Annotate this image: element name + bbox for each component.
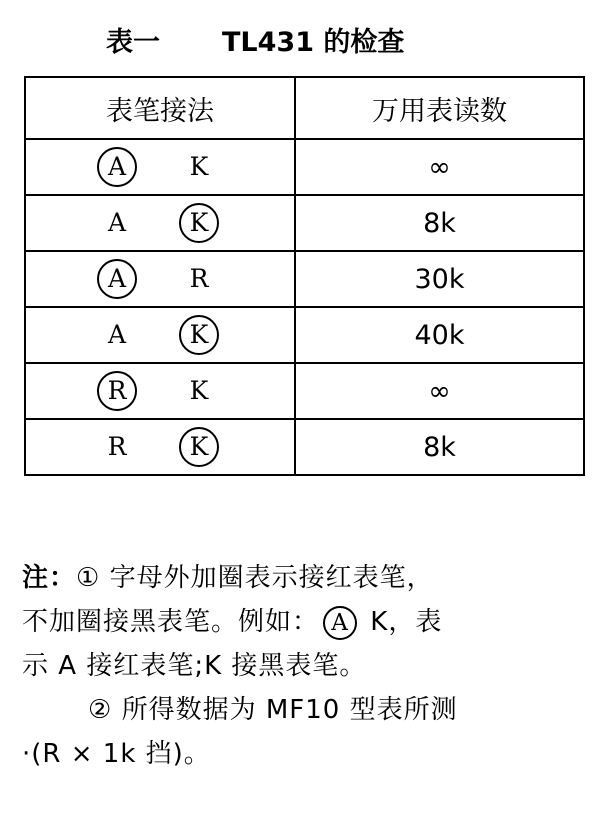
black-probe-pin: A [107, 208, 127, 237]
table-row [25, 419, 584, 475]
meter-reading: ∞ [295, 139, 584, 195]
table-row [25, 195, 584, 251]
circled-letter-example: A [323, 606, 357, 640]
red-probe-pin: A [97, 147, 137, 187]
connection-cell [25, 195, 295, 251]
table-number: 表一 [106, 27, 160, 58]
black-probe-pin: R [189, 264, 209, 293]
table-name: TL431 的检查 [222, 27, 405, 58]
note-line-2 [22, 600, 592, 644]
note-2-start: 不加圈接黑表笔。例如： [22, 607, 320, 637]
table-row [25, 251, 584, 307]
probe-connection [26, 420, 294, 474]
black-probe-pin: K [189, 376, 209, 405]
probe-connection [26, 308, 294, 362]
connection-cell [25, 307, 295, 363]
meter-reading: 8k [295, 419, 584, 475]
red-probe-pin: K [179, 203, 219, 243]
table-row [25, 363, 584, 419]
note-prefix: 注： [22, 563, 77, 593]
black-probe-pin: A [107, 320, 127, 349]
note-2-end: K，表 [361, 607, 443, 637]
probe-connection [26, 196, 294, 250]
black-probe-pin: K [189, 152, 209, 181]
black-probe-pin: R [107, 432, 127, 461]
probe-connection [26, 140, 294, 194]
table-row [25, 307, 584, 363]
probe-connection [26, 364, 294, 418]
meter-reading: 40k [295, 307, 584, 363]
connection-cell [25, 419, 295, 475]
note-line-3: 示 A 接红表笔;K 接黑表笔。 [22, 651, 367, 681]
table-title [0, 18, 603, 58]
connection-cell [25, 139, 295, 195]
tl431-check-table [24, 76, 585, 476]
meter-reading: 8k [295, 195, 584, 251]
column-header-reading: 万用表读数 [295, 77, 584, 139]
connection-cell [25, 363, 295, 419]
note-line-1 [22, 556, 592, 600]
table-header-row [25, 77, 584, 139]
meter-reading: 30k [295, 251, 584, 307]
probe-connection [26, 252, 294, 306]
red-probe-pin: K [179, 427, 219, 467]
note-1-text: ① 字母外加圈表示接红表笔， [76, 563, 434, 593]
red-probe-pin: R [97, 371, 137, 411]
red-probe-pin: A [97, 259, 137, 299]
red-probe-pin: K [179, 315, 219, 355]
column-header-connection: 表笔接法 [25, 77, 295, 139]
meter-reading: ∞ [295, 363, 584, 419]
note-line-4: ② 所得数据为 MF10 型表所测 [88, 695, 458, 725]
notes-section [22, 556, 592, 776]
note-line-5: ·(R × 1k 挡)。 [22, 739, 211, 769]
table-row [25, 139, 584, 195]
connection-cell [25, 251, 295, 307]
